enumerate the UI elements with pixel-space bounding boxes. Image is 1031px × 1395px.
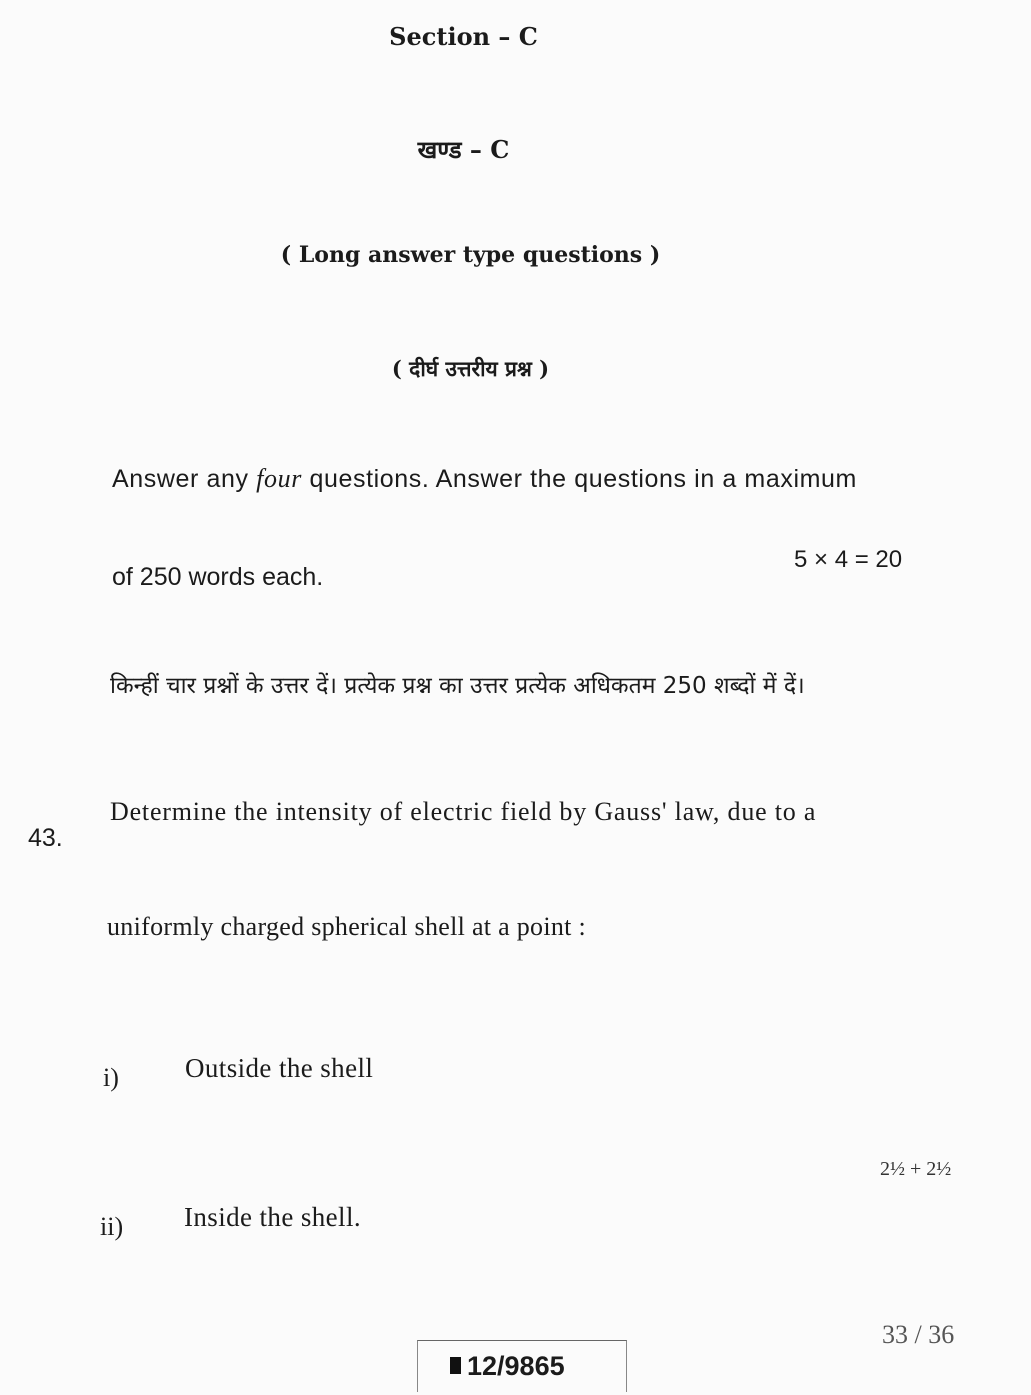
question-text-line-2: uniformly charged spherical shell at a point : [107, 912, 587, 941]
question-number: 43. [28, 824, 63, 852]
page-number: 33 / 36 [882, 1320, 955, 1349]
sub-question-label: ii) [100, 1212, 124, 1241]
question-type-heading-hindi: ( दीर्घ उत्तरीय प्रश्न ) [391, 356, 550, 381]
sub-question-label: i) [103, 1063, 119, 1092]
question-marks: 2½ + 2½ [880, 1158, 952, 1180]
paper-code-box [417, 1340, 627, 1392]
section-title-hindi: खण्ड – C [417, 135, 510, 164]
paper-code: 12/9865 [450, 1351, 565, 1382]
square-bullet-icon [450, 1357, 461, 1374]
instruction-line-1: Answer any four questions. Answer the questions in a maximum [112, 464, 857, 493]
sub-question-text: Outside the shell [185, 1053, 374, 1083]
sub-question-text: Inside the shell. [184, 1202, 362, 1232]
instruction-hindi: किन्हीं चार प्रश्नों के उत्तर दें। प्रत्येक प्रश्न का उत्तर प्रत्येक अधिकतम 250 शब्दों में दें। [110, 673, 805, 699]
question-text-line-1: Determine the intensity of electric field by Gauss' law, due to a [110, 797, 817, 826]
section-marks: 5 × 4 = 20 [794, 546, 903, 573]
section-title: Section – C [389, 22, 538, 51]
instruction-line-2: of 250 words each. [112, 563, 324, 591]
question-type-heading: ( Long answer type questions ) [280, 242, 661, 268]
